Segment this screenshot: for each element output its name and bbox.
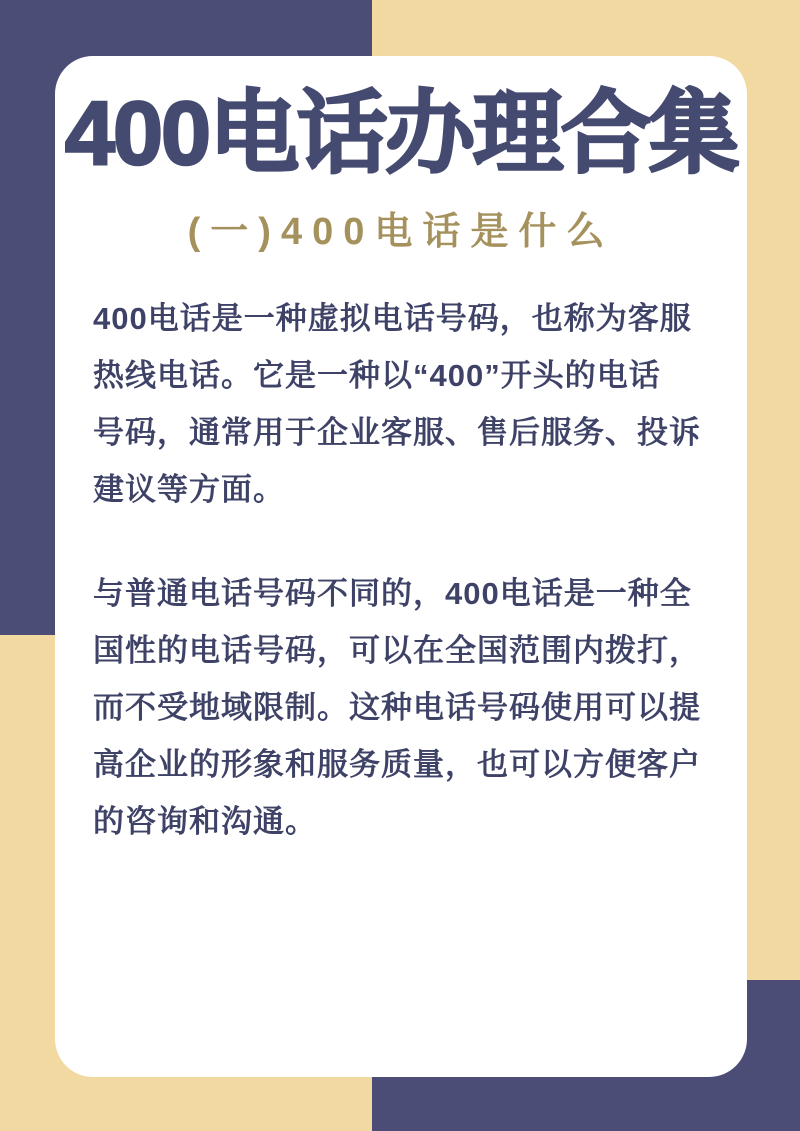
paragraph-1-line-4: 建议等方面。: [93, 472, 285, 507]
paragraph-1-line-1: 400电话是一种虚拟电话号码，也称为客服: [93, 301, 692, 336]
content-card: [55, 56, 747, 1077]
poster-title: 400电话办理合集: [64, 84, 738, 184]
poster-subtitle: (一)400电话是什么: [187, 211, 615, 253]
paragraph-2-line-4: 高企业的形象和服务质量，也可以方便客户: [93, 747, 701, 782]
paragraph-1-line-2: 热线电话。它是一种以“400”开头的电话: [93, 358, 661, 393]
paragraph-2-line-2: 国性的电话号码，可以在全国范围内拨打，: [93, 633, 701, 668]
paragraph-1-line-3: 号码，通常用于企业客服、售后服务、投诉: [93, 415, 701, 450]
paragraph-2-line-1: 与普通电话号码不同的，400电话是一种全: [93, 576, 692, 611]
paragraph-1: [93, 290, 715, 518]
paragraph-2: [93, 565, 715, 850]
paragraph-2-line-5: 的咨询和沟通。: [93, 804, 317, 839]
paragraph-2-line-3: 而不受地域限制。这种电话号码使用可以提: [93, 690, 701, 725]
